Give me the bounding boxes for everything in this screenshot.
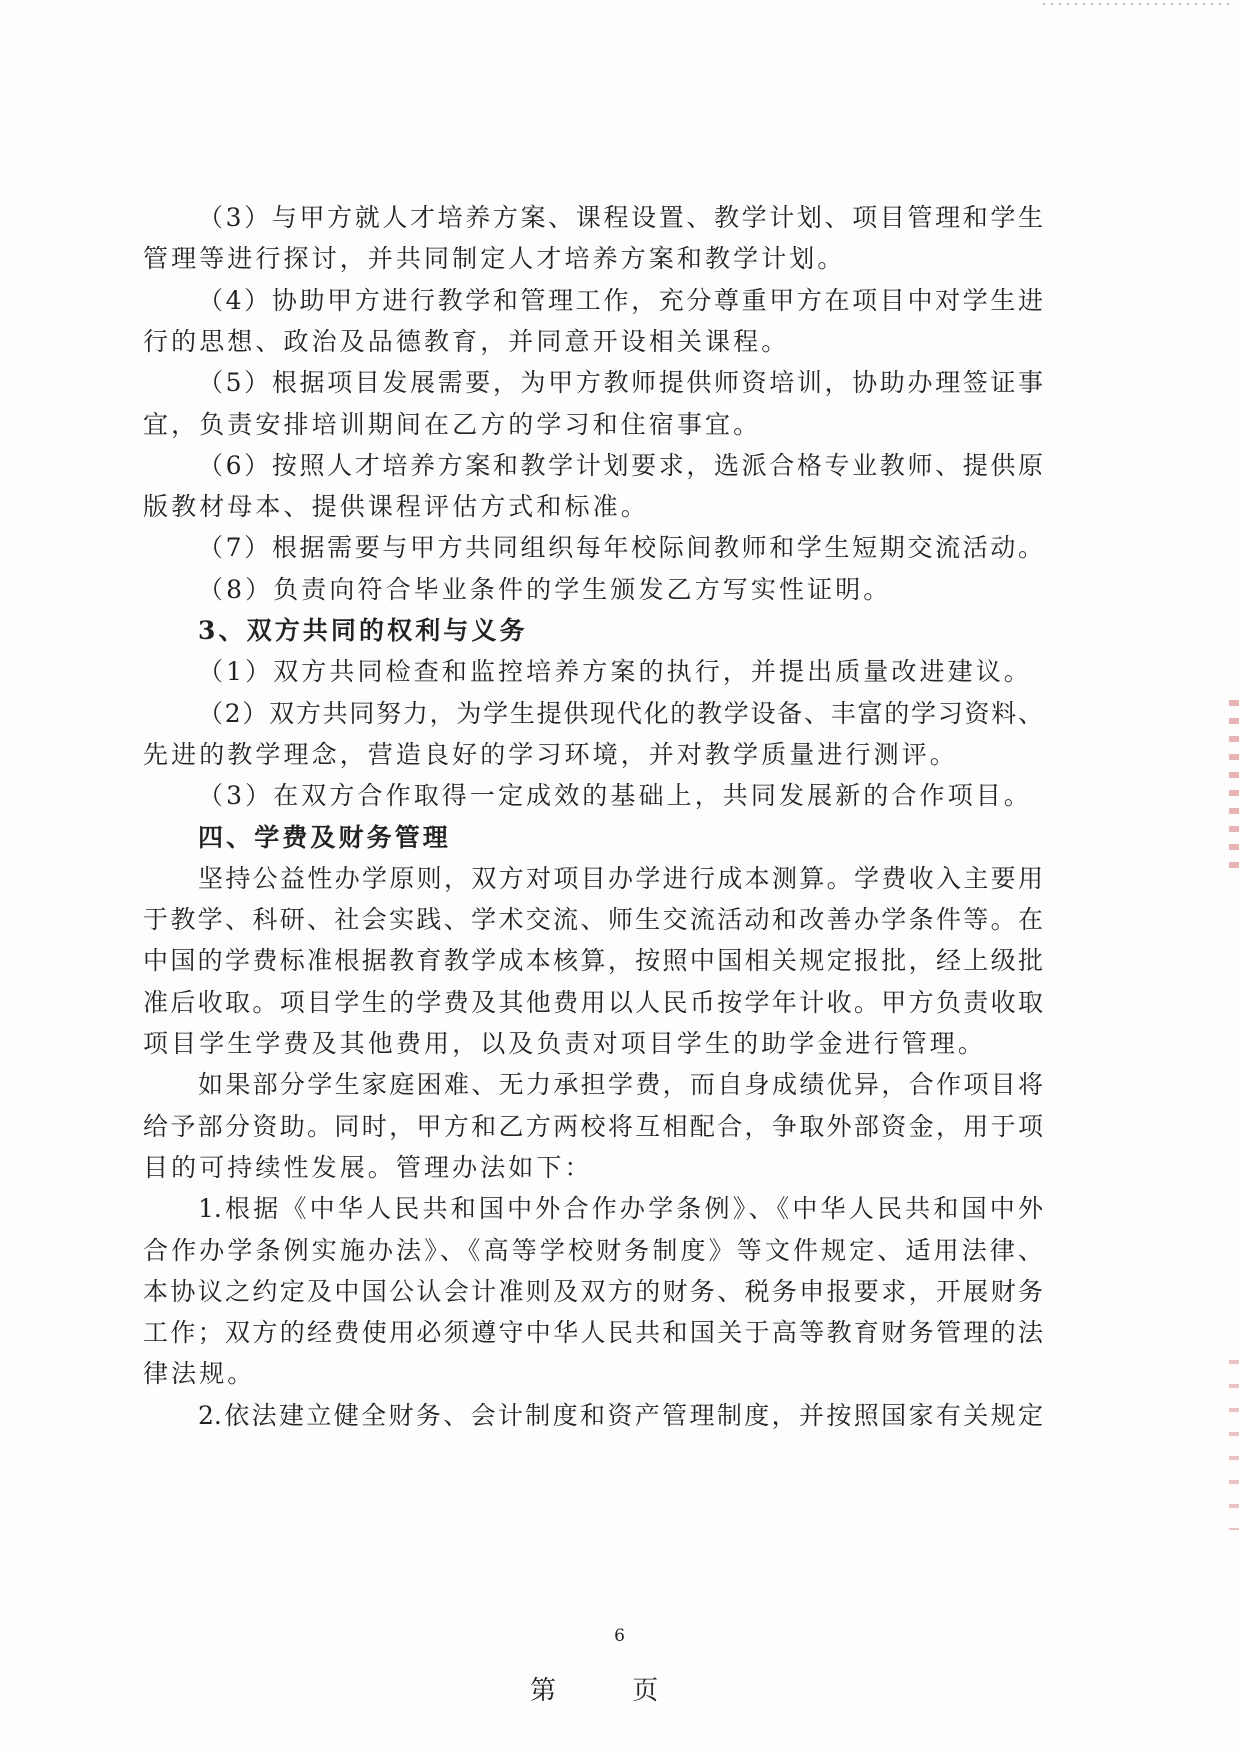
paragraph-line: 给予部分资助。同时，甲方和乙方两校将互相配合，争取外部资金，用于项 bbox=[143, 1112, 1043, 1141]
paragraph-line: 宜，负责安排培训期间在乙方的学习和住宿事宜。 bbox=[143, 410, 762, 439]
paragraph-line: （5）根据项目发展需要，为甲方教师提供师资培训，协助办理签证事 bbox=[198, 368, 1043, 397]
paragraph-line: 管理等进行探讨，并共同制定人才培养方案和教学计划。 bbox=[143, 244, 846, 273]
paragraph-line: （7）根据需要与甲方共同组织每年校际间教师和学生短期交流活动。 bbox=[198, 533, 1043, 562]
section-heading: 四、学费及财务管理 bbox=[198, 823, 451, 852]
paragraph-line: 于教学、科研、社会实践、学术交流、师生交流活动和改善办学条件等。在 bbox=[143, 905, 1043, 934]
seal-edge-mark bbox=[1229, 700, 1239, 870]
paragraph-line: 本协议之约定及中国公认会计准则及双方的财务、税务申报要求，开展财务 bbox=[143, 1277, 1043, 1306]
paragraph-line: （8）负责向符合毕业条件的学生颁发乙方写实性证明。 bbox=[198, 575, 892, 604]
paragraph-line: 先进的教学理念，营造良好的学习环境，并对教学质量进行测评。 bbox=[143, 740, 958, 769]
paragraph-line: 中国的学费标准根据教育教学成本核算，按照中国相关规定报批，经上级批 bbox=[143, 946, 1043, 975]
paragraph-line: （1）双方共同检查和监控培养方案的执行，并提出质量改进建议。 bbox=[198, 657, 1032, 686]
seal-edge-mark bbox=[1229, 1360, 1239, 1530]
paragraph-line: （3）在双方合作取得一定成效的基础上，共同发展新的合作项目。 bbox=[198, 781, 1032, 810]
scan-edge-dots bbox=[1040, 2, 1230, 6]
paragraph-line: （3）与甲方就人才培养方案、课程设置、教学计划、项目管理和学生 bbox=[198, 203, 1043, 232]
paragraph-line: 行的思想、政治及品德教育，并同意开设相关课程。 bbox=[143, 327, 790, 356]
paragraph-line: 坚持公益性办学原则，双方对项目办学进行成本测算。学费收入主要用 bbox=[198, 864, 1043, 893]
paragraph-line: 合作办学条例实施办法》、《高等学校财务制度》等文件规定、适用法律、 bbox=[143, 1236, 1043, 1265]
paragraph-line: 准后收取。项目学生的学费及其他费用以人民币按学年计收。甲方负责收取 bbox=[143, 988, 1043, 1017]
page-number: 6 bbox=[614, 1626, 625, 1646]
paragraph-line: （6）按照人才培养方案和教学计划要求，选派合格专业教师、提供原 bbox=[198, 451, 1043, 480]
paragraph-line: 版教材母本、提供课程评估方式和标准。 bbox=[143, 492, 649, 521]
paragraph-line: 1.根据《中华人民共和国中外合作办学条例》、《中华人民共和国中外 bbox=[198, 1194, 1043, 1223]
paragraph-line: 项目学生学费及其他费用，以及负责对项目学生的助学金进行管理。 bbox=[143, 1029, 987, 1058]
paragraph-line: （2）双方共同努力，为学生提供现代化的教学设备、丰富的学习资料、 bbox=[198, 699, 1043, 728]
footer-page-label: 第 页 bbox=[530, 1676, 693, 1706]
paragraph-line: （4）协助甲方进行教学和管理工作，充分尊重甲方在项目中对学生进 bbox=[198, 286, 1043, 315]
paragraph-line: 2.依法建立健全财务、会计制度和资产管理制度，并按照国家有关规定 bbox=[198, 1401, 1043, 1430]
paragraph-line: 工作；双方的经费使用必须遵守中华人民共和国关于高等教育财务管理的法 bbox=[143, 1318, 1043, 1347]
paragraph-line: 律法规。 bbox=[143, 1359, 256, 1388]
paragraph-line: 目的可持续性发展。管理办法如下： bbox=[143, 1153, 593, 1182]
section-heading: 3、双方共同的权利与义务 bbox=[198, 616, 528, 645]
paragraph-line: 如果部分学生家庭困难、无力承担学费，而自身成绩优异，合作项目将 bbox=[198, 1070, 1043, 1099]
